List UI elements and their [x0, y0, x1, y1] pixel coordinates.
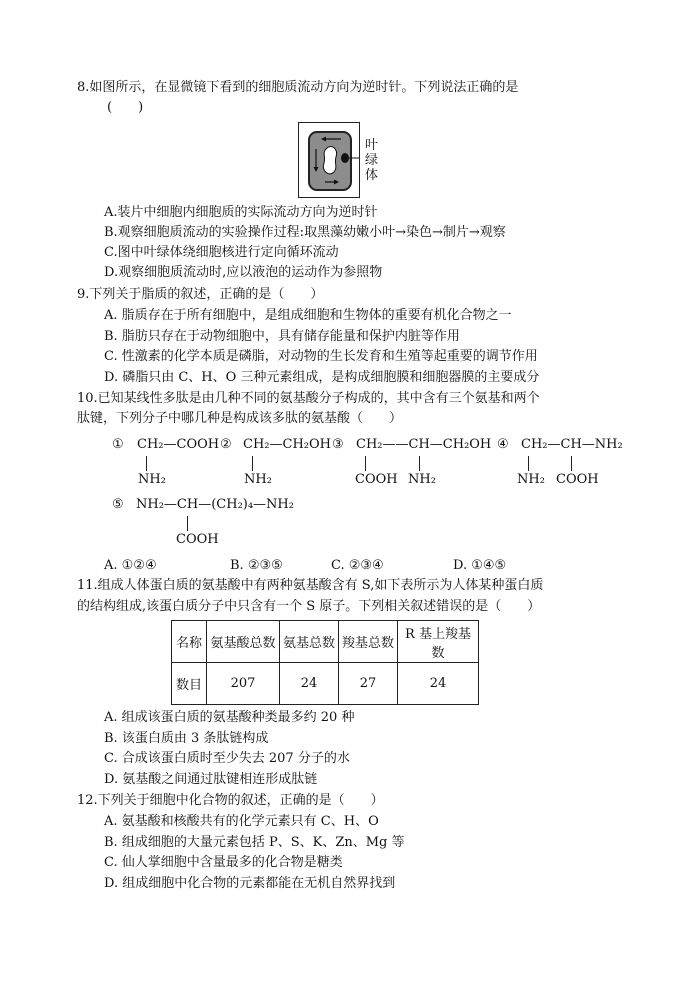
table-header-row: [172, 621, 479, 663]
molecule-5-bond: [187, 516, 188, 531]
q8-option-a: A.装片中细胞内细胞质的实际流动方向为逆时针: [104, 205, 378, 220]
q10-option-c: C. ②③④: [331, 558, 384, 573]
q8-option-b: B.观察细胞质流动的实验操作过程:取黑藻幼嫩小叶→染色→制片→观察: [104, 225, 506, 240]
q8-option-d: D.观察细胞质流动时,应以液泡的运动作为参照物: [104, 265, 383, 280]
chloroplast-label-3: 体: [365, 168, 379, 183]
q10-option-b: B. ②③⑤: [230, 558, 283, 573]
cytoplasm-flow-arrows: [299, 123, 359, 197]
table-header-cell: 名称: [172, 621, 207, 663]
q8-figure: [298, 122, 360, 198]
q11-option-c: C. 合成该蛋白质时至少失去 207 分子的水: [104, 751, 350, 766]
molecule-3-group-2: NH₂: [408, 472, 436, 487]
q12-stem: 12.下列关于细胞中化合物的叙述，正确的是（ ）: [77, 793, 384, 808]
q11-stem-line1: 11.组成人体蛋白质的氨基酸中有两种氨基酸含有 S,如下表所示为人体某种蛋白质: [77, 578, 544, 593]
molecule-3-bond-2: [419, 456, 420, 471]
q9-option-b: B. 脂肪只存在于动物细胞中，具有储存能量和保护内脏等作用: [104, 329, 460, 344]
q8-stem: 8.如图所示，在显微镜下看到的细胞质流动方向为逆时针。下列说法正确的是: [77, 80, 519, 95]
table-cell: 数目: [172, 663, 207, 705]
molecule-3-formula: CH₂——CH—CH₂OH: [356, 437, 492, 452]
molecule-5-formula: NH₂—CH—(CH₂)₄—NH₂: [136, 497, 294, 512]
molecule-3-group-1: COOH: [355, 472, 398, 487]
molecule-4-number: ④: [497, 437, 509, 452]
molecule-5-group: COOH: [176, 532, 219, 547]
molecule-2-number: ②: [220, 437, 232, 452]
molecule-1-number: ①: [112, 437, 124, 452]
chloroplast-label-1: 叶: [365, 138, 379, 153]
molecule-2-formula: CH₂—CH₂OH: [243, 437, 331, 452]
table-header-cell: 氨基酸总数: [207, 621, 280, 663]
q8-option-c: C.图中叶绿体绕细胞核进行定向循环流动: [104, 245, 339, 260]
molecule-2-bond: [252, 456, 253, 471]
q12-option-a: A. 氨基酸和核酸共有的化学元素只有 C、H、O: [104, 814, 379, 829]
q9-stem: 9.下列关于脂质的叙述，正确的是（ ）: [77, 287, 324, 302]
molecule-4-formula: CH₂—CH—NH₂: [521, 437, 623, 452]
q12-option-d: D. 组成细胞中化合物的元素都能在无机自然界找到: [104, 876, 396, 891]
q9-option-d: D. 磷脂只由 C、H、O 三种元素组成，是构成细胞膜和细胞器膜的主要成分: [104, 370, 540, 385]
table-header-cell: 羧基总数: [339, 621, 398, 663]
molecule-5-number: ⑤: [112, 497, 124, 512]
q8-answer-paren: ( ): [107, 100, 144, 115]
q10-stem-line2: 肽键，下列分子中哪几种是构成该多肽的氨基酸（ ）: [77, 411, 403, 426]
q11-option-d: D. 氨基酸之间通过肽键相连形成肽链: [104, 772, 318, 787]
molecule-3-bond-1: [365, 456, 366, 471]
table-header-cell: 氨基总数: [280, 621, 339, 663]
protein-composition-table: [171, 620, 479, 705]
molecule-2-group: NH₂: [244, 472, 272, 487]
table-header-cell: R 基上羧基数: [398, 621, 479, 663]
table-row: [172, 663, 479, 705]
q10-option-a: A. ①②④: [104, 558, 157, 573]
q9-option-c: C. 性激素的化学本质是磷脂，对动物的生长发育和生殖等起重要的调节作用: [104, 349, 538, 364]
molecule-3-number: ③: [332, 437, 344, 452]
table-cell: 27: [339, 663, 398, 705]
q12-option-c: C. 仙人掌细胞中含量最多的化合物是糖类: [104, 855, 343, 870]
molecule-4-group-1: NH₂: [517, 472, 545, 487]
table-cell: 24: [280, 663, 339, 705]
molecule-1-bond: [146, 456, 147, 471]
molecule-4-bond-1: [528, 456, 529, 471]
molecule-1-formula: CH₂—COOH: [137, 437, 220, 452]
molecule-1-group: NH₂: [138, 472, 166, 487]
q10-option-d: D. ①④⑤: [453, 558, 507, 573]
q12-option-b: B. 组成细胞的大量元素包括 P、S、K、Zn、Mg 等: [104, 835, 405, 850]
table-cell: 24: [398, 663, 479, 705]
molecule-4-group-2: COOH: [556, 472, 599, 487]
table-cell: 207: [207, 663, 280, 705]
q9-option-a: A. 脂质存在于所有细胞中，是组成细胞和生物体的重要有机化合物之一: [104, 308, 512, 323]
q11-option-b: B. 该蛋白质由 3 条肽链构成: [104, 731, 269, 746]
q10-stem-line1: 10.已知某线性多肽是由几种不同的氨基酸分子构成的，其中含有三个氨基和两个: [77, 391, 540, 406]
q11-option-a: A. 组成该蛋白质的氨基酸种类最多约 20 种: [104, 710, 355, 725]
q11-stem-line2: 的结构组成,该蛋白质分子中只含有一个 S 原子。下列相关叙述错误的是（ ）: [77, 599, 541, 614]
molecule-4-bond-2: [571, 456, 572, 471]
chloroplast-label-2: 绿: [365, 153, 379, 168]
